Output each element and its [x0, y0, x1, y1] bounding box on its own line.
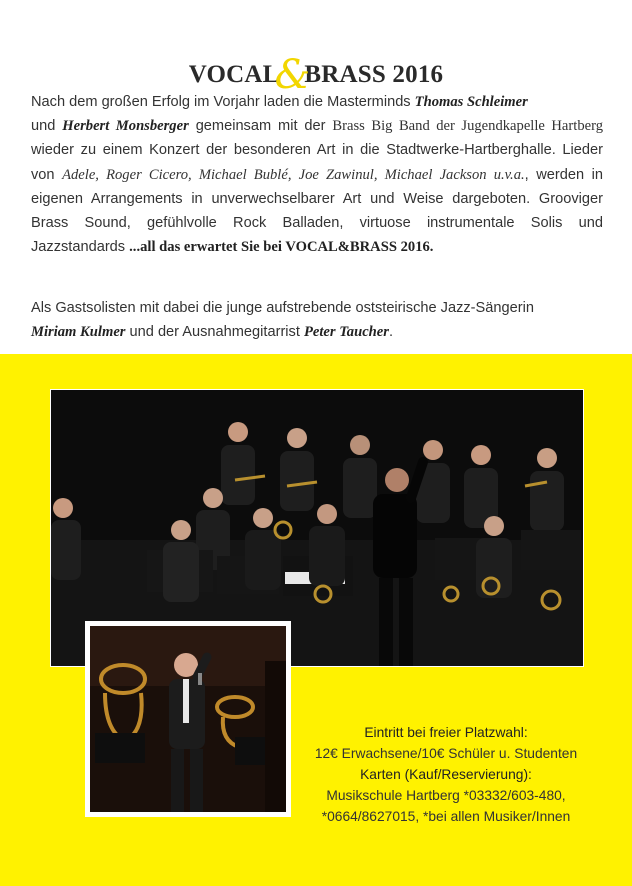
closing-line: ...all das erwartet Sie bei VOCAL&BRASS 2016. — [129, 239, 434, 256]
text: und — [31, 118, 63, 135]
text: Als Gastsolisten mit dabei die junge aufstrebende oststeirische Jazz-Sängerin — [31, 300, 534, 316]
page-title — [0, 46, 632, 98]
title-vocal: VOCAL — [188, 61, 280, 88]
microphone-icon — [198, 673, 202, 685]
text: und der Ausnahmegitarrist — [125, 324, 304, 340]
name-peter-taucher: Peter Taucher — [303, 324, 389, 340]
text: . — [388, 324, 394, 340]
name-thomas-schleimer: Thomas Schleimer — [414, 94, 528, 110]
text: wieder zu einem Konzert der besonderen Art in die Stadtwerke-Hartberghalle. Lieder von — [31, 142, 603, 183]
text: , werden in eigenen Arrangements in unverwechselbarer Art und Weise dargeboten. Grooviger Brass Sound, gefühlvolle Rock Balladen, virtuose instrumentale Solis und Jazzstandards — [31, 166, 603, 256]
contact-line-2: *0664/8627015, *bei allen Musiker/Innen — [321, 809, 571, 824]
ticket-info — [300, 722, 592, 827]
name-herbert-monsberger: Herbert Monsberger — [62, 118, 189, 135]
artist-list: Adele, Roger Cicero, Michael Bublé, Joe Zawinul, Michael Jackson u.v.a. — [62, 166, 525, 183]
top-section — [0, 0, 632, 354]
band-name: Brass Big Band der Jugendkapelle Hartberg — [332, 118, 603, 135]
text: Nach dem großen Erfolg im Vorjahr laden die Masterminds — [31, 94, 415, 110]
text: gemeinsam mit der — [188, 118, 333, 135]
name-miriam-kulmer: Miriam Kulmer — [31, 324, 126, 340]
title-ampersand: & — [274, 52, 311, 98]
singer-photo — [85, 621, 291, 817]
entry-heading: Eintritt bei freier Platzwahl: — [364, 725, 528, 740]
intro-paragraph — [31, 90, 603, 259]
price-line: 12€ Erwachsene/10€ Schüler u. Studenten — [314, 746, 578, 761]
guest-paragraph — [31, 296, 611, 344]
title-brass: BRASS 2016 — [304, 61, 444, 88]
singer-photo-image — [85, 621, 291, 817]
contact-line-1: Musikschule Hartberg *03332/603-480, — [326, 788, 566, 803]
tickets-heading: Karten (Kauf/Reservierung): — [360, 767, 532, 782]
